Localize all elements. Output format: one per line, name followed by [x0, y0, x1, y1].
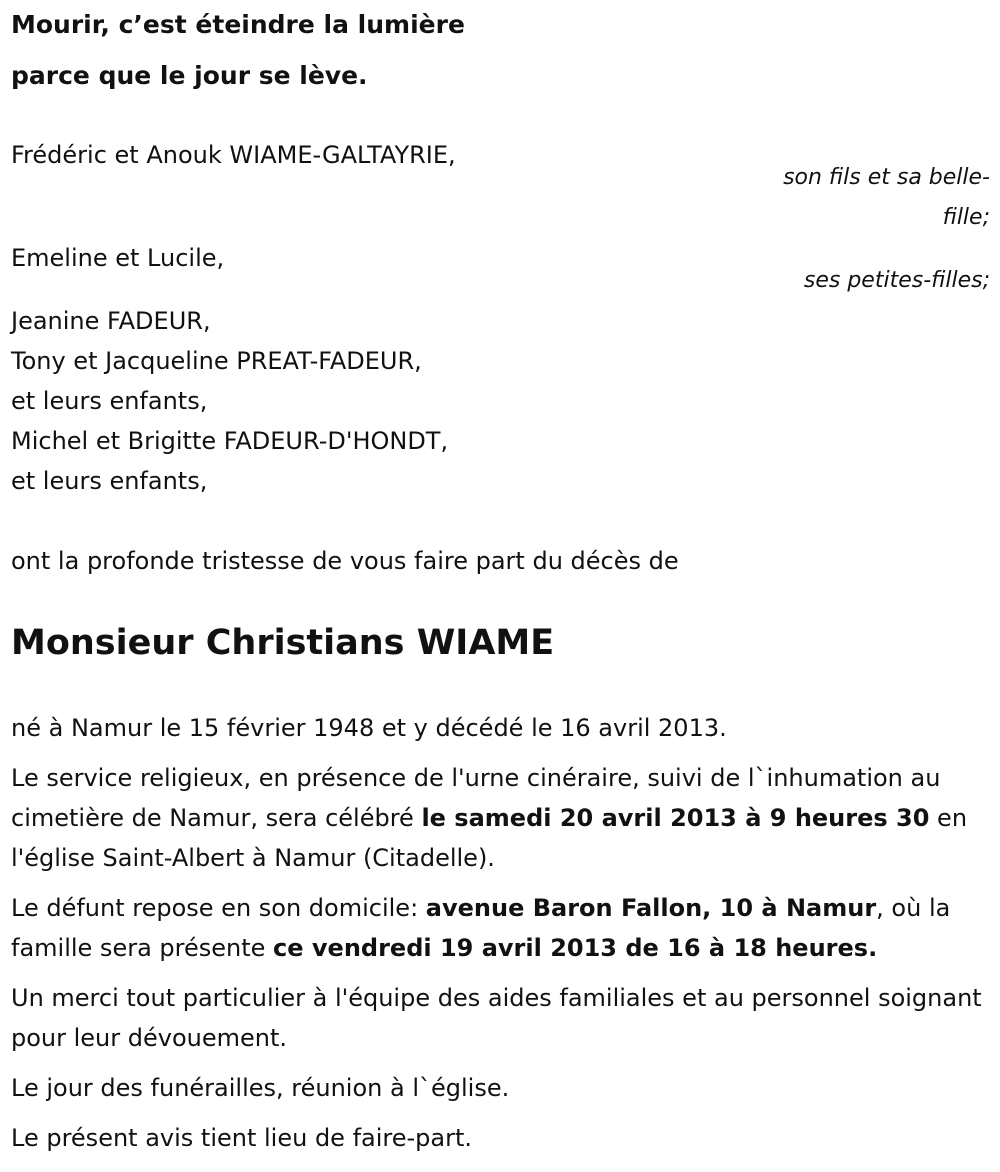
family-granddaughters-name: Emeline et Lucile, [11, 244, 225, 272]
family-son-name: Frédéric et Anouk WIAME-GALTAYRIE, [11, 141, 456, 169]
service-paragraph [11, 758, 991, 878]
family-son-relation-line-2: fille; [942, 205, 990, 230]
family-member: et leurs enfants, [11, 467, 208, 495]
family-member: et leurs enfants, [11, 387, 208, 415]
funeral-note: Le jour des funérailles, réunion à l`église. [11, 1074, 510, 1102]
family-son-relation-line-1: son fils et sa belle- [783, 165, 990, 190]
service-text-after: en l'église Saint-Albert à Namur (Citadelle). [11, 804, 968, 872]
epigraph-line-2: parce que le jour se lève. [11, 61, 368, 90]
family-member: Tony et Jacqueline PREAT-FADEUR, [11, 347, 422, 375]
rest-text-middle: , où la famille sera présente [11, 894, 951, 962]
service-date-time: le samedi 20 avril 2013 à 9 heures 30 [421, 804, 930, 832]
rest-paragraph [11, 888, 991, 968]
family-member: Jeanine FADEUR, [11, 307, 211, 335]
family-granddaughters-relation: ses petites-filles; [803, 268, 990, 293]
rest-text-before: Le défunt repose en son domicile: [11, 894, 426, 922]
service-text-before: Le service religieux, en présence de l'urne cinéraire, suivi de l`inhumation au cimetière de Namur, sera célébré [11, 764, 941, 832]
birth-death-text: né à Namur le 15 février 1948 et y décédé le 16 avril 2013. [11, 714, 727, 742]
thanks-paragraph: Un merci tout particulier à l'équipe des aides familiales et au personnel soignant pour leur dévouement. [11, 984, 982, 1052]
rest-address: avenue Baron Fallon, 10 à Namur [425, 894, 877, 922]
rest-visit-time: ce vendredi 19 avril 2013 de 16 à 18 heures. [273, 934, 878, 962]
announcement-text: ont la profonde tristesse de vous faire part du décès de [11, 547, 679, 575]
epigraph-line-1: Mourir, c’est éteindre la lumière [11, 10, 465, 39]
family-member: Michel et Brigitte FADEUR-D'HONDT, [11, 427, 449, 455]
deceased-name: Monsieur Christians WIAME [11, 623, 555, 663]
notice-text: Le présent avis tient lieu de faire-part. [11, 1124, 473, 1152]
